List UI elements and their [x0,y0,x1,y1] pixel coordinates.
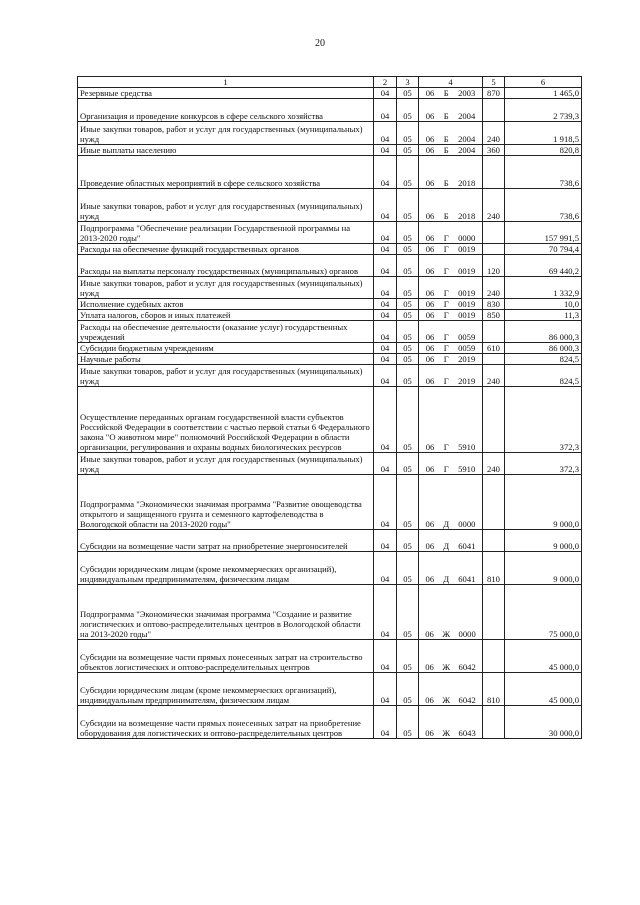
subsection-code: 05 [397,530,419,552]
target-article-code [419,552,483,585]
section-code: 04 [374,365,397,387]
article-code-part: 06 [425,310,435,320]
amount-cell: 11,3 [505,310,582,321]
article-code-part: 06 [425,343,435,353]
target-article-code [419,99,483,122]
table-row [78,552,582,585]
row-name: Иные закупки товаров, работ и услуг для государственных (муниципальных) нужд [78,122,374,145]
article-code-part: 06 [425,266,435,276]
table-row [78,156,582,189]
expense-type-code: 610 [483,343,505,354]
target-article-code [419,244,483,255]
table-row [78,299,582,310]
subsection-code: 05 [397,88,419,99]
article-code-part: 06 [425,662,434,672]
expense-type-code: 830 [483,299,505,310]
article-code-part: 06 [425,464,435,474]
section-code: 04 [374,706,397,739]
subsection-code: 05 [397,310,419,321]
target-article-code [419,321,483,343]
table-row [78,277,582,299]
row-name: Иные закупки товаров, работ и услуг для государственных (муниципальных) нужд [78,453,374,475]
expense-type-code: 360 [483,145,505,156]
subsection-code: 05 [397,255,419,277]
article-code-part: 2004 [458,134,476,144]
table-row [78,122,582,145]
amount-cell: 372,3 [505,387,582,453]
subsection-code: 05 [397,189,419,222]
section-code: 04 [374,673,397,706]
article-code-part: Б [443,88,449,98]
expense-type-code [483,585,505,640]
section-code: 04 [374,343,397,354]
table-row [78,310,582,321]
amount-cell: 1 918,5 [505,122,582,145]
row-name: Иные закупки товаров, работ и услуг для государственных (муниципальных) нужд [78,365,374,387]
section-code: 04 [374,145,397,156]
article-code-part: 2004 [458,145,476,155]
article-code-part: 06 [425,233,435,243]
section-code: 04 [374,244,397,255]
expense-type-code: 240 [483,122,505,145]
table-row [78,222,582,244]
amount-cell: 45 000,0 [505,640,582,673]
target-article-code [419,640,483,673]
expense-type-code [483,706,505,739]
section-code: 04 [374,640,397,673]
article-code-part: Г [443,464,449,474]
amount-cell: 1 332,9 [505,277,582,299]
expense-type-code: 810 [483,673,505,706]
article-code-part: Г [443,442,449,452]
article-code-part: Д [443,519,450,529]
section-code: 04 [374,299,397,310]
row-name: Организация и проведение конкурсов в сфере сельского хозяйства [78,99,374,122]
section-code: 04 [374,387,397,453]
amount-cell: 69 440,2 [505,255,582,277]
article-code-part: Г [443,299,449,309]
article-code-part: 06 [425,332,435,342]
article-code-part: Г [443,376,449,386]
amount-cell: 372,3 [505,453,582,475]
expense-type-code [483,387,505,453]
target-article-code [419,255,483,277]
target-article-code [419,706,483,739]
article-code-part: 06 [425,574,435,584]
subsection-code: 05 [397,122,419,145]
header-cell: 4 [419,77,483,88]
row-name: Осуществление переданных органам государственной власти субъектов Российской Федерации в соответствии с частью первой статьи 6 Федерального закона "О животном мире" полномочий Российской Федерации в области организации, регулирования и охраны водных биологических ресурсов [78,387,374,453]
amount-cell: 824,5 [505,354,582,365]
row-name: Субсидии на возмещение части прямых понесенных затрат на приобретение оборудования для логистических и оптово-распределительных центров [78,706,374,739]
section-code: 04 [374,222,397,244]
section-code: 04 [374,156,397,189]
article-code-part: 2003 [458,88,476,98]
table-row [78,706,582,739]
article-code-part: Д [443,541,450,551]
row-name: Исполнение судебных актов [78,299,374,310]
row-name: Иные закупки товаров, работ и услуг для государственных (муниципальных) нужд [78,277,374,299]
header-cell: 2 [374,77,397,88]
row-name: Подпрограмма "Обеспечение реализации Государственной программы на 2013-2020 годы" [78,222,374,244]
row-name: Расходы на обеспечение функций государственных органов [78,244,374,255]
amount-cell: 86 000,3 [505,343,582,354]
article-code-part: 0059 [458,332,476,342]
section-code: 04 [374,321,397,343]
table-row [78,673,582,706]
section-code: 04 [374,354,397,365]
article-code-part: Б [443,145,449,155]
article-code-part: 06 [425,299,435,309]
amount-cell: 157 991,5 [505,222,582,244]
section-code: 04 [374,122,397,145]
subsection-code: 05 [397,277,419,299]
header-cell: 1 [78,77,374,88]
table-row [78,244,582,255]
table-row [78,343,582,354]
row-name: Субсидии на возмещение части затрат на приобретение энергоносителей [78,530,374,552]
target-article-code [419,299,483,310]
subsection-code: 05 [397,387,419,453]
subsection-code: 05 [397,673,419,706]
section-code: 04 [374,88,397,99]
subsection-code: 05 [397,475,419,530]
target-article-code [419,354,483,365]
amount-cell: 9 000,0 [505,552,582,585]
amount-cell: 1 465,0 [505,88,582,99]
article-code-part: 6043 [458,728,476,738]
subsection-code: 05 [397,145,419,156]
section-code: 04 [374,189,397,222]
target-article-code [419,145,483,156]
expense-type-code: 240 [483,277,505,299]
section-code: 04 [374,585,397,640]
article-code-part: 06 [425,211,435,221]
target-article-code [419,88,483,99]
target-article-code [419,310,483,321]
target-article-code [419,343,483,354]
target-article-code [419,673,483,706]
table-row [78,354,582,365]
section-code: 04 [374,475,397,530]
row-name: Проведение областных мероприятий в сфере сельского хозяйства [78,156,374,189]
header-cell: 5 [483,77,505,88]
expense-type-code [483,321,505,343]
article-code-part: 06 [425,111,435,121]
article-code-part: 06 [425,88,435,98]
amount-cell: 2 739,3 [505,99,582,122]
article-code-part: 06 [425,629,434,639]
article-code-part: 0000 [458,629,476,639]
row-name: Субсидии на возмещение части прямых понесенных затрат на строительство объектов логистических и оптово-распределительных центров [78,640,374,673]
article-code-part: 0019 [458,310,476,320]
article-code-part: 06 [425,354,435,364]
row-name: Расходы на обеспечение деятельности (оказание услуг) государственных учреждений [78,321,374,343]
subsection-code: 05 [397,453,419,475]
header-cell: 6 [505,77,582,88]
target-article-code [419,277,483,299]
article-code-part: 06 [425,376,435,386]
article-code-part: Г [443,233,449,243]
target-article-code [419,475,483,530]
subsection-code: 05 [397,222,419,244]
table-row [78,189,582,222]
amount-cell: 70 794,4 [505,244,582,255]
table-row [78,365,582,387]
amount-cell: 820,8 [505,145,582,156]
article-code-part: 6041 [458,541,476,551]
amount-cell: 9 000,0 [505,475,582,530]
article-code-part: 0019 [458,288,476,298]
article-code-part: 0019 [458,299,476,309]
amount-cell: 738,6 [505,156,582,189]
article-code-part: 2019 [458,376,476,386]
table-row [78,640,582,673]
article-code-part: 06 [425,134,435,144]
amount-cell: 10,0 [505,299,582,310]
table-row [78,475,582,530]
article-code-part: Г [443,354,449,364]
row-name: Подпрограмма "Экономически значимая программа "Развитие овощеводства открытого и защищенного грунта и семенного картофелеводства в Вологодской области на 2013-2020 годы" [78,475,374,530]
subsection-code: 05 [397,552,419,585]
table-row [78,255,582,277]
expense-type-code: 850 [483,310,505,321]
article-code-part: 6042 [458,662,476,672]
article-code-part: 06 [425,695,434,705]
target-article-code [419,530,483,552]
article-code-part: Ж [442,662,451,672]
section-code: 04 [374,530,397,552]
article-code-part: 6041 [458,574,476,584]
row-name: Научные работы [78,354,374,365]
expense-type-code [483,99,505,122]
subsection-code: 05 [397,585,419,640]
row-name: Уплата налогов, сборов и иных платежей [78,310,374,321]
row-name: Расходы на выплаты персоналу государственных (муниципальных) органов [78,255,374,277]
article-code-part: Ж [442,695,451,705]
article-code-part: 6042 [458,695,476,705]
table-row [78,387,582,453]
expense-type-code: 240 [483,453,505,475]
article-code-part: 06 [425,244,435,254]
subsection-code: 05 [397,343,419,354]
expense-type-code: 870 [483,88,505,99]
amount-cell: 9 000,0 [505,530,582,552]
table-row [78,88,582,99]
article-code-part: 0000 [458,233,476,243]
row-name: Субсидии юридическим лицам (кроме некоммерческих организаций), индивидуальным предпринимателям, физическим лицам [78,673,374,706]
article-code-part: 06 [425,288,435,298]
target-article-code [419,122,483,145]
target-article-code [419,585,483,640]
table-row [78,453,582,475]
article-code-part: 2018 [458,211,476,221]
article-code-part: Б [443,134,449,144]
article-code-part: 0019 [458,244,476,254]
row-name: Субсидии юридическим лицам (кроме некоммерческих организаций), индивидуальным предпринимателям, физическим лицам [78,552,374,585]
amount-cell: 30 000,0 [505,706,582,739]
article-code-part: Г [443,244,449,254]
section-code: 04 [374,310,397,321]
article-code-part: 5910 [458,464,476,474]
article-code-part: Б [443,178,449,188]
table-row [78,321,582,343]
section-code: 04 [374,453,397,475]
header-row [78,77,582,88]
page-number: 20 [315,38,325,49]
article-code-part: Г [443,288,449,298]
article-code-part: 0059 [458,343,476,353]
row-name: Иные выплаты населению [78,145,374,156]
article-code-part: Б [443,111,449,121]
expense-type-code: 240 [483,189,505,222]
article-code-part: Г [443,266,449,276]
article-code-part: 06 [425,541,435,551]
target-article-code [419,156,483,189]
article-code-part: 2004 [458,111,476,121]
article-code-part: Г [443,310,449,320]
expense-type-code [483,354,505,365]
subsection-code: 05 [397,299,419,310]
subsection-code: 05 [397,365,419,387]
table-row [78,145,582,156]
subsection-code: 05 [397,354,419,365]
row-name: Подпрограмма "Экономически значимая программа "Создание и развитие логистических и оптово-распределительных центров в Вологодской области на 2013-2020 годы" [78,585,374,640]
amount-cell: 75 000,0 [505,585,582,640]
table-row [78,530,582,552]
article-code-part: Г [443,343,449,353]
expense-type-code: 810 [483,552,505,585]
article-code-part: Г [443,332,449,342]
section-code: 04 [374,99,397,122]
article-code-part: Д [443,574,450,584]
target-article-code [419,453,483,475]
article-code-part: 06 [425,519,435,529]
row-name: Резервные средства [78,88,374,99]
subsection-code: 05 [397,640,419,673]
amount-cell: 45 000,0 [505,673,582,706]
article-code-part: 2018 [458,178,476,188]
expense-type-code [483,640,505,673]
article-code-part: 06 [425,178,435,188]
expense-type-code [483,222,505,244]
target-article-code [419,387,483,453]
section-code: 04 [374,277,397,299]
target-article-code [419,222,483,244]
article-code-part: 2019 [458,354,476,364]
article-code-part: 06 [425,728,434,738]
amount-cell: 738,6 [505,189,582,222]
target-article-code [419,189,483,222]
budget-table [77,76,582,739]
subsection-code: 05 [397,156,419,189]
table-row [78,99,582,122]
article-code-part: 5910 [458,442,476,452]
expense-type-code [483,244,505,255]
article-code-part: 0019 [458,266,476,276]
header-cell: 3 [397,77,419,88]
subsection-code: 05 [397,321,419,343]
amount-cell: 86 000,3 [505,321,582,343]
article-code-part: 06 [425,145,435,155]
target-article-code [419,365,483,387]
expense-type-code [483,156,505,189]
subsection-code: 05 [397,706,419,739]
row-name: Субсидии бюджетным учреждениям [78,343,374,354]
table-row [78,585,582,640]
row-name: Иные закупки товаров, работ и услуг для государственных (муниципальных) нужд [78,189,374,222]
article-code-part: 06 [425,442,435,452]
article-code-part: Б [443,211,449,221]
article-code-part: Ж [442,629,451,639]
expense-type-code: 120 [483,255,505,277]
expense-type-code [483,475,505,530]
article-code-part: Ж [442,728,451,738]
expense-type-code: 240 [483,365,505,387]
section-code: 04 [374,255,397,277]
amount-cell: 824,5 [505,365,582,387]
section-code: 04 [374,552,397,585]
article-code-part: 0000 [458,519,476,529]
subsection-code: 05 [397,99,419,122]
subsection-code: 05 [397,244,419,255]
expense-type-code [483,530,505,552]
